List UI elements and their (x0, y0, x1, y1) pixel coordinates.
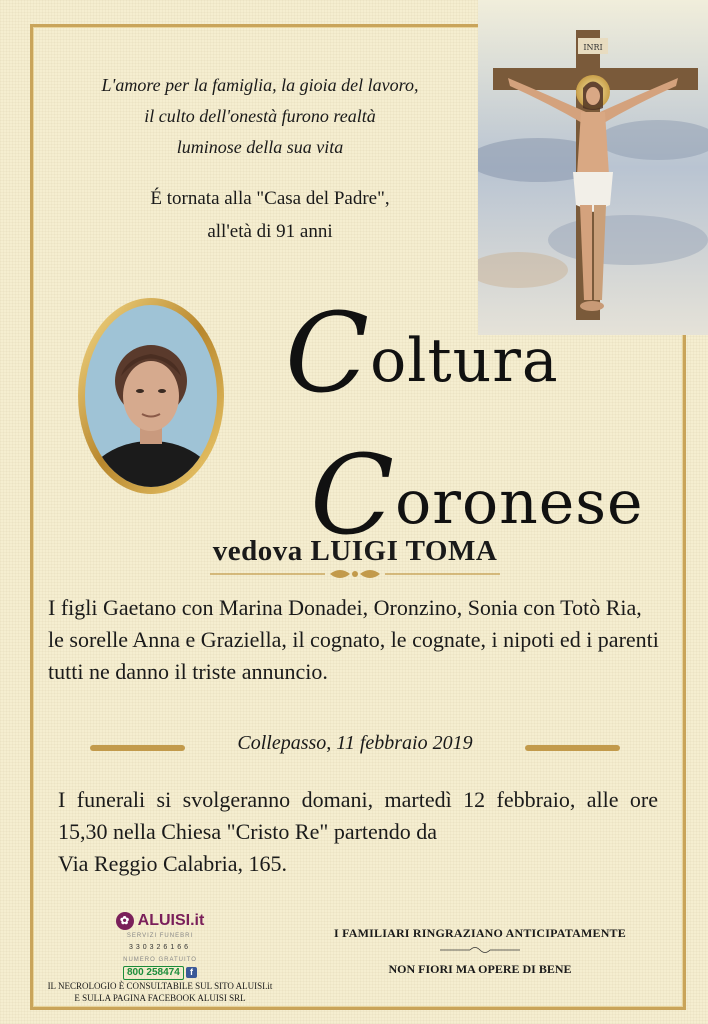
small-ornament (440, 945, 520, 955)
free-number: 800 258474 (123, 966, 184, 980)
agency-logo-text: ALUISI.it (137, 912, 205, 929)
dateline: Collepasso, 11 febbraio 2019 (237, 732, 473, 754)
deceased-portrait (76, 296, 226, 496)
agency-logo-block (40, 912, 280, 1004)
widow-of: vedova LUIGI TOMA (212, 535, 498, 567)
notice-line: IL NECROLOGIO È CONSULTABILE SUL SITO ALUISI.it (47, 981, 273, 991)
memorial-quote (40, 70, 480, 163)
funeral-text: I funerali si svolgeranno domani, martedì 12 febbraio, alle ore 15,30 nella Chiesa "Cristo Re" partendo da (58, 787, 658, 844)
last-name (310, 431, 644, 559)
returned-line: É tornata alla "Casa del Padre", (150, 188, 390, 209)
returned-notice (100, 182, 440, 248)
no-flowers-line: NON FIORI MA OPERE DI BENE (388, 962, 572, 976)
first-name (285, 289, 559, 417)
thanks-line: I FAMILIARI RINGRAZIANO ANTICIPATAMENTE (334, 926, 626, 940)
flower-logo-icon: ✿ (116, 912, 134, 930)
first-name-initial: C (285, 289, 371, 417)
notice-line: E SULLA PAGINA FACEBOOK ALUISI SRL (74, 993, 246, 1003)
quote-line: luminose della sua vita (176, 137, 344, 157)
facebook-icon: f (186, 967, 197, 978)
agency-tagline: SERVIZI FUNEBRI (126, 933, 194, 939)
agency-logo (116, 912, 205, 930)
last-name-rest: oronese (395, 468, 644, 538)
inri-sign: INRI (583, 43, 603, 52)
announcement-text: I figli Gaetano con Marina Donadei, Oronzino, Sonia con Totò Ria, le sorelle Anna e Graziella, il cognato, le cognate, i nipoti ed i parenti tutti ne danno il triste annuncio. (48, 595, 659, 684)
funeral-address: Via Reggio Calabria, 165. (58, 851, 288, 876)
funeral-details (58, 784, 658, 880)
first-name-rest: oltura (370, 326, 559, 396)
agency-phone: 330326166 (128, 944, 192, 951)
crucifix-image (478, 0, 708, 335)
free-number-label: NUMERO GRATUITO (123, 957, 197, 963)
gold-ornament-divider (200, 566, 510, 582)
dateline-bar-right (525, 745, 620, 751)
quote-line: L'amore per la famiglia, la gioia del lavoro, (101, 75, 419, 95)
dateline-bar-left (90, 745, 185, 751)
last-name-initial: C (310, 431, 396, 559)
age-line: all'età di 91 anni (207, 221, 333, 242)
quote-line: il culto dell'onestà furono realtà (144, 106, 376, 126)
